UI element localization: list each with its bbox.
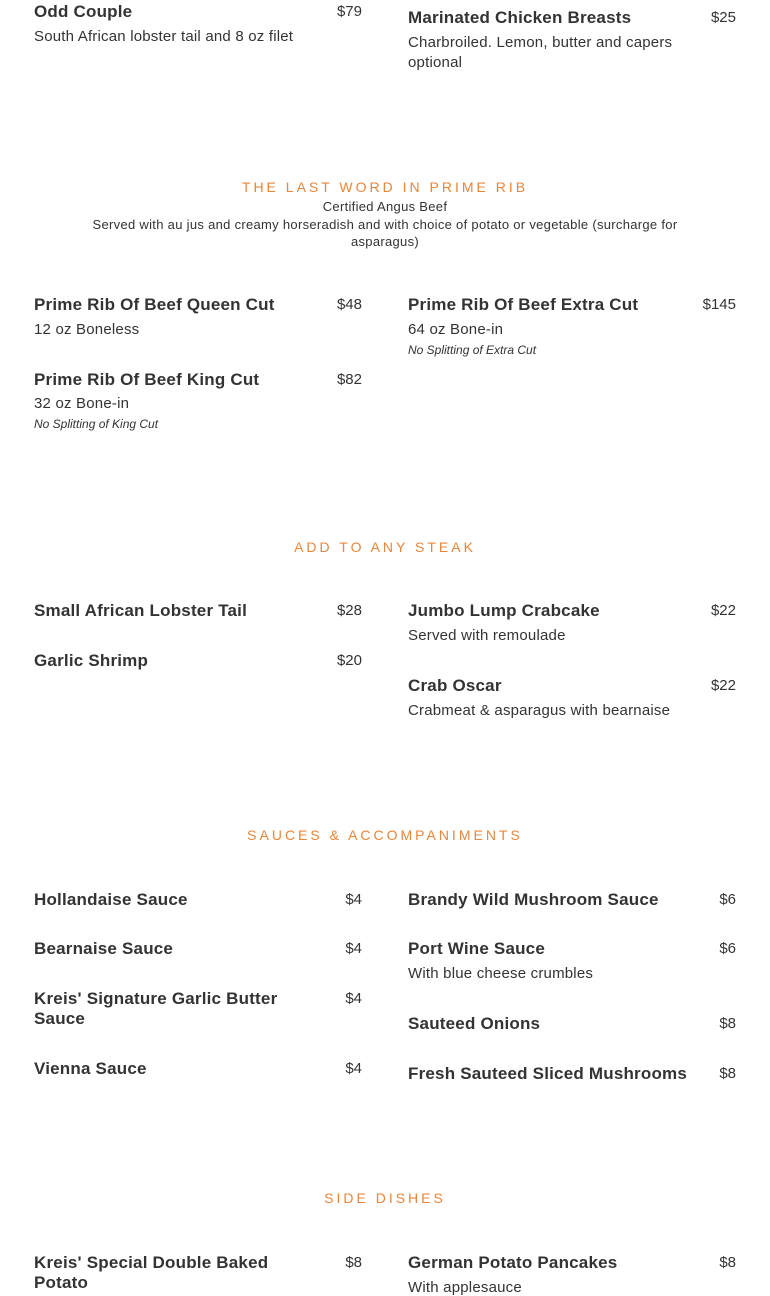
item-name: Vienna Sauce — [34, 1059, 147, 1078]
item-price: $145 — [702, 296, 736, 313]
item-price: $48 — [336, 296, 362, 313]
item-name: Prime Rib Of Beef King Cut — [34, 370, 260, 389]
item-name: Prime Rib Of Beef Queen Cut — [34, 295, 275, 314]
item-price: $8 — [345, 1254, 362, 1271]
item-price: $8 — [719, 1065, 736, 1082]
item-price: $25 — [710, 9, 736, 26]
item-name: Bearnaise Sauce — [34, 939, 174, 958]
item-name: German Potato Pancakes — [408, 1253, 618, 1272]
item-price: $4 — [345, 1060, 362, 1077]
item-price: $4 — [345, 891, 362, 908]
menu-item-marinated-chicken — [408, 8, 736, 73]
item-description: With applesauce — [408, 1279, 522, 1296]
item-name: Brandy Wild Mushroom Sauce — [408, 890, 659, 909]
item-name: Sauteed Onions — [408, 1014, 541, 1033]
item-name: Odd Couple — [34, 2, 133, 21]
item-description: South African lobster tail and 8 oz filet — [34, 28, 294, 45]
menu-item-double-baked-potato — [34, 1253, 362, 1293]
item-price: $4 — [345, 940, 362, 957]
item-name: Crab Oscar — [408, 676, 502, 695]
item-price: $82 — [336, 371, 362, 388]
item-price: $8 — [719, 1254, 736, 1271]
section-subtitle: Certified Angus Beef — [322, 199, 448, 214]
menu-item-hollandaise — [34, 890, 362, 910]
menu-item-potato-pancakes — [408, 1253, 736, 1296]
item-name: Small African Lobster Tail — [34, 601, 248, 620]
menu-item-port-wine — [408, 939, 736, 984]
item-description: Served with remoulade — [408, 627, 566, 644]
item-name: Hollandaise Sauce — [34, 890, 188, 909]
item-name: Jumbo Lump Crabcake — [408, 601, 600, 620]
item-price: $4 — [345, 990, 362, 1007]
menu-item-crabcake — [408, 601, 736, 646]
section-description: Served with au jus and creamy horseradish and with choice of potato or vegetable (surcharge for asparagus) — [92, 217, 678, 249]
item-price: $6 — [719, 940, 736, 957]
item-price: $79 — [336, 3, 362, 20]
item-name: Garlic Shrimp — [34, 651, 149, 670]
item-description: 12 oz Boneless — [34, 321, 140, 338]
item-price: $20 — [336, 652, 362, 669]
section-title-prime-rib: THE LAST WORD IN PRIME RIB — [241, 179, 529, 195]
menu-item-sliced-mushrooms — [408, 1064, 736, 1084]
menu-item-lobster-tail — [34, 601, 362, 621]
item-name: Fresh Sauteed Sliced Mushrooms — [408, 1064, 688, 1083]
section-title-side-dishes: SIDE DISHES — [324, 1190, 446, 1206]
item-name: Kreis' Special Double Baked Potato — [34, 1253, 269, 1292]
menu-item-crab-oscar — [408, 676, 736, 721]
item-price: $28 — [336, 602, 362, 619]
menu-item-bearnaise — [34, 939, 362, 959]
item-name: Kreis' Signature Garlic Butter Sauce — [34, 989, 278, 1028]
item-name: Port Wine Sauce — [408, 939, 545, 958]
menu-item-queen-cut — [34, 295, 362, 340]
menu-item-vienna — [34, 1059, 362, 1079]
item-description: Charbroiled. Lemon, butter and capers optional — [408, 34, 673, 71]
menu-item-brandy-mushroom — [408, 890, 736, 910]
menu-item-king-cut — [34, 370, 362, 432]
item-price: $22 — [710, 677, 736, 694]
item-price: $8 — [719, 1015, 736, 1032]
item-description: 32 oz Bone-in — [34, 395, 130, 412]
menu-item-extra-cut — [408, 295, 736, 358]
menu-item-garlic-shrimp — [34, 651, 362, 671]
item-note: No Splitting of King Cut — [34, 417, 159, 431]
item-name: Prime Rib Of Beef Extra Cut — [408, 295, 639, 314]
item-note: No Splitting of Extra Cut — [408, 343, 537, 357]
menu-item-odd-couple — [34, 2, 362, 47]
item-description: With blue cheese crumbles — [408, 965, 594, 982]
menu-item-sauteed-onions — [408, 1014, 736, 1034]
menu-item-garlic-butter — [34, 989, 362, 1029]
item-description: Crabmeat & asparagus with bearnaise — [408, 702, 671, 719]
item-price: $6 — [719, 891, 736, 908]
section-title-add-to-steak: ADD TO ANY STEAK — [294, 539, 476, 555]
section-title-sauces: SAUCES & ACCOMPANIMENTS — [247, 827, 523, 843]
item-name: Marinated Chicken Breasts — [408, 8, 632, 27]
item-price: $22 — [710, 602, 736, 619]
item-description: 64 oz Bone-in — [408, 321, 504, 338]
